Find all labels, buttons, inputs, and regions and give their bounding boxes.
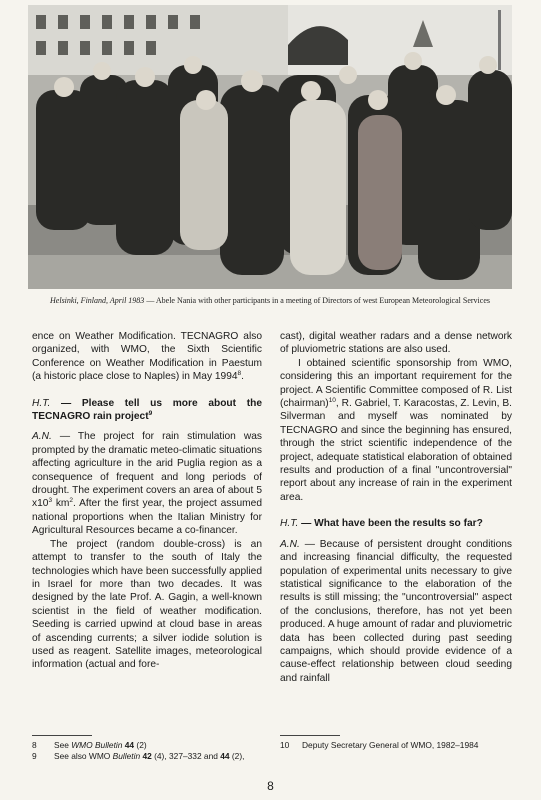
answer-1-text: — The project for rain stimulation was prompted by the dramatic meteo-climatic situations affecting agriculture in the arid Puglia region as a consequence of frequent and long periods of drought. The experiment covers an area of about 5 x10 bbox=[32, 431, 262, 510]
question-2-text: — What have been the results so far? bbox=[298, 518, 483, 530]
footnote-9-title: Bulletin bbox=[112, 751, 141, 761]
footnotes-right bbox=[280, 735, 512, 751]
footnote-10-text: Deputy Secretary General of WMO, 1982–1984 bbox=[302, 740, 479, 750]
right-p2-text-a: I obtained scientific sponsorship from WMO, considering this an important requirement for the project. A Scientific Committee composed of R. List (chairman) bbox=[280, 357, 512, 410]
footnote-9-number: 9 bbox=[32, 751, 37, 761]
question-2-speaker: H.T. bbox=[280, 518, 299, 530]
answer-1-sup-1: 3 bbox=[48, 497, 53, 505]
footnote-9 bbox=[32, 751, 272, 762]
left-paragraph-1: ence on Weather Modification. TECNAGRO also organized, with WMO, the Sixth Scientific Conference on Weather Modification in Paestum (a historic place close to Naples) in May 1994$^8$. bbox=[32, 331, 262, 383]
footnote-10 bbox=[280, 740, 512, 751]
answer-1-speaker: A.N. bbox=[32, 431, 52, 443]
answer-1-sup-2: 2 bbox=[69, 497, 74, 505]
right-column bbox=[280, 330, 512, 685]
footnote-9-pre: See also WMO bbox=[54, 751, 113, 761]
footnote-9-volume: 42 bbox=[140, 751, 152, 761]
right-paragraph-1: cast), digital weather radars and a dense network of pluviometric stations are also used. bbox=[280, 331, 512, 356]
footnote-10-number: 10 bbox=[280, 740, 290, 750]
left-column bbox=[32, 330, 262, 672]
footnote-8-volume: 44 bbox=[122, 740, 135, 750]
footnote-8-text bbox=[54, 740, 147, 751]
footnote-9-rest-2: (2), bbox=[229, 751, 245, 761]
right-paragraph-2 bbox=[280, 357, 512, 504]
question-1-speaker: H.T. bbox=[32, 397, 51, 409]
right-p2-text-b: , R. Gabriel, T. Karacostas, Z. Levin, B. Silverman and myself was nominated by TECNAGRO and since the beginning has ensured, through the strict scientific independence of the project, adequate statistical elaboration of obtained results and production of a final "uncontroversial" report about any increase of rain in the experiment area. bbox=[280, 398, 512, 503]
footnotes-left bbox=[32, 735, 272, 762]
footnote-9-volume-2: 44 bbox=[220, 751, 230, 761]
photo-illustration bbox=[28, 5, 512, 289]
footnote-ref-9: 9 bbox=[148, 410, 153, 418]
footnote-ref-8: 8 bbox=[237, 370, 242, 378]
caption-place-date: Helsinki, Finland, April 1983 bbox=[50, 296, 145, 305]
answer-1-text-3: . After the first year, the project assumed national proportions when the Italian Ministry for Agricultural Resources became a co-financer. bbox=[32, 498, 262, 537]
left-p1-text: ence on Weather Modification. TECNAGRO also organized, with WMO, the Sixth Scientific Conference on Weather Modification in Paestum (a historic place close to Naples) in May 1994 bbox=[32, 331, 262, 383]
left-paragraph-2: The project (random double-cross) is an attempt to transfer to the south of Italy the technologies which have been successfully applied in Israel for more than two decades. It was designed by the late Prof. A. Gagin, a well-known scientist in the field of weather modification. Seeding is carried upwind at cloud base in areas of ascending currents; a silver iodide solution is used as reagent. Satellite images, meteorological information (actual and fore- bbox=[32, 538, 262, 671]
footnote-rule-right bbox=[280, 735, 340, 736]
footnote-8-rest: (2) bbox=[134, 740, 147, 750]
footnote-9-rest: (4), 327–332 and bbox=[151, 751, 221, 761]
footnote-9-text bbox=[54, 751, 244, 762]
answer-2-speaker: A.N. bbox=[280, 538, 300, 550]
question-1-text: — Please tell us more about the TECNAGRO rain project bbox=[32, 397, 262, 423]
question-2 bbox=[280, 517, 512, 530]
page-number: 8 bbox=[267, 779, 274, 793]
footnote-rule bbox=[32, 735, 92, 736]
footnote-ref-10: 10 bbox=[328, 397, 336, 405]
answer-2 bbox=[280, 538, 512, 685]
footnote-8 bbox=[32, 740, 272, 751]
answer-1 bbox=[32, 430, 262, 537]
footnote-8-number: 8 bbox=[32, 740, 37, 750]
answer-2-text: — Because of persistent drought conditions and increasing financial difficulty, the requested population of experimental units necessary to give statistical significance to the elaboration of the results is still missing; the "uncontroversial" aspect of the conclusions, therefore, has not yet been produced. A huge amount of radar and pluviometric data has been collected during past seeding campaigns, which should provide evidence of a cause-effect relationship between cloud seeding and rainfall bbox=[280, 538, 512, 684]
caption-text: — Abele Nania with other participants in a meeting of Directors of west European Meteorological Services bbox=[144, 296, 490, 305]
photo-caption bbox=[36, 296, 504, 306]
question-1 bbox=[32, 397, 262, 424]
answer-1-text-2: km bbox=[52, 498, 70, 510]
footnote-8-pre: See bbox=[54, 740, 72, 750]
footnote-8-title: WMO Bulletin bbox=[71, 740, 123, 750]
group-photograph bbox=[28, 5, 512, 289]
